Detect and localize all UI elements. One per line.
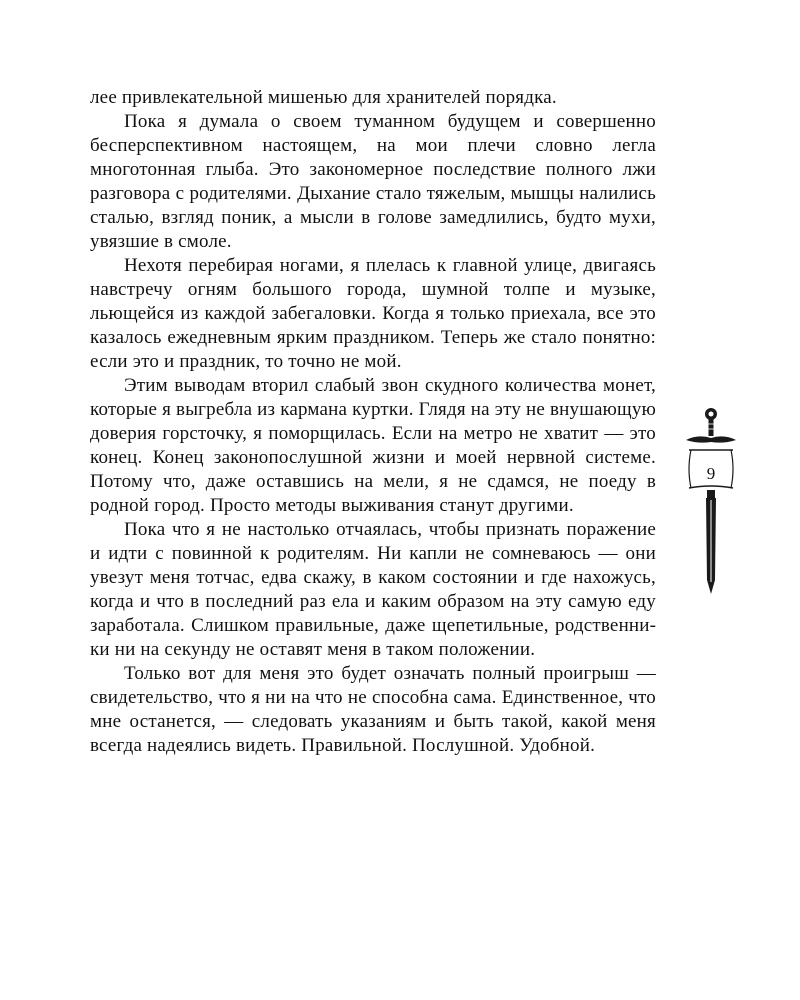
body-text <box>90 86 656 758</box>
sword-icon <box>684 404 738 596</box>
paragraph: Пока что я не настолько отчаялась, чтобы признать поражение и идти с повинной к родителям. Ни капли не сомневаюсь — они увезут меня тотчас, едва скажу, в каком состоянии и где нахожусь, когда и что в последний раз ела и каким образом на эту самую еду заработала. Слишком правильные, даже щепетильные, родственники ни на секунду не оставят меня в таком положении. <box>90 519 656 660</box>
paragraph: лее привлекательной мишенью для хранителей порядка. <box>90 87 557 108</box>
paragraph: Только вот для меня это будет означать полный проигрыш — свидетельство, что я ни на что не способна сама. Единственное, что мне останется, — следовать указаниям и быть такой, какой меня всегда надеялись видеть. Правильной. Послушной. Удобной. <box>90 663 656 756</box>
paragraph: Нехотя перебирая ногами, я плелась к главной улице, двигаясь навстречу огням большого города, шумной толпе и музыке, льющейся из каждой забегаловки. Когда я только приехала, все это казалось ежедневным ярким праздником. Теперь же стало понятно: если это и праздник, то точно не мой. <box>90 255 656 372</box>
page-marker <box>684 404 738 596</box>
page-number: 9 <box>706 464 716 483</box>
paragraph: Пока я думала о своем туманном будущем и совершенно бесперспективном настоящем, на мои плечи словно легла многотонная глыба. Это закономерное последствие полного лжи разговора с родителями. Дыхание стало тяжелым, мышцы налились сталью, взгляд поник, а мысли в голове замедлились, будто мухи, увязшие в смоле. <box>90 111 656 252</box>
paragraph: Этим выводам вторил слабый звон скудного количества монет, которые я выгребла из кармана куртки. Глядя на эту не внушающую доверия горсточку, я поморщилась. Если на метро не хватит — это конец. Конец законопослушной жизни и моей нервной системе. Потому что, даже оставшись на мели, я не сдамся, не поеду в родной город. Просто методы выживания станут другими. <box>90 375 656 516</box>
